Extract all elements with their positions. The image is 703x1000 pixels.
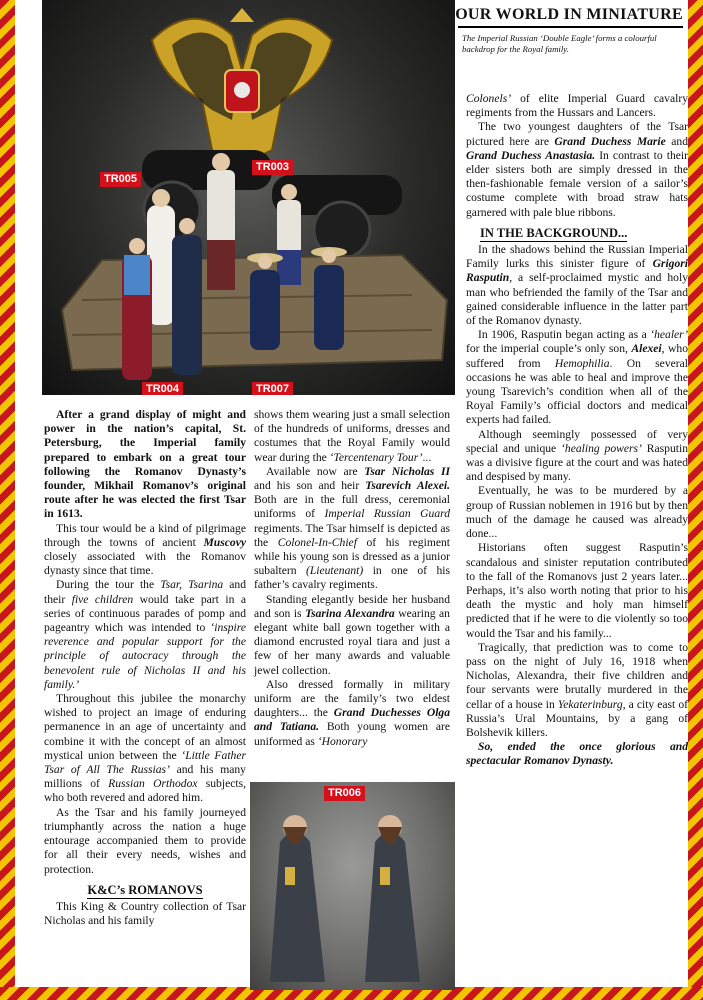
rasputin-figures-illustration	[250, 782, 455, 990]
paragraph: This tour would be a kind of pilgrimage through the towns of ancient Muscovy closely associated with the Romanov dynasty since that time.	[44, 521, 246, 578]
title-rule	[458, 26, 683, 28]
paragraph: This King & Country collection of Tsar Nicholas and his family	[44, 899, 246, 928]
article-column-3	[466, 92, 688, 769]
photo-caption: The Imperial Russian ‘Double Eagle’ forms a colourful backdrop for the Royal family.	[462, 33, 657, 54]
paragraph: Available now are Tsar Nicholas II and his son and heir Tsarevich Alexei. Both are in the full dress, ceremonial uniforms of Imperial Russian Guard regiments. The Tsar himself is depicted as the Colonel-In-Chief of his regiment while his young son is dressed as a junior subaltern (Lieutenant) in one of his father’s cavalry regiments.	[254, 464, 451, 592]
paragraph: Eventually, he was to be murdered by a group of Russian noblemen in 1916 but by then much of the damage he caused was already done...	[466, 484, 688, 541]
label-tr004: TR004	[142, 382, 183, 395]
paragraph: Also dressed formally in military uniform are the family’s two eldest daughters... the Grand Duchesses Olga and Tatiana. Both young women are uniformed as ‘Honorary	[254, 677, 451, 748]
paragraph: Standing elegantly beside her husband and son is Tsarina Alexandra wearing an elegant white ball gown together with a diamond encrusted royal tiara and just a few of her many awards and valuable jewel collection.	[254, 592, 450, 677]
article-column-2	[254, 408, 450, 749]
right-decorative-border	[688, 0, 703, 1000]
tatiana-figure	[172, 218, 202, 375]
intro-paragraph: After a grand display of might and power in the nation’s capital, St. Petersburg, the Imperial family prepared to embark on a great tour following the Romanov Dynasty’s founder, Mikhail Romanov’s original route after he was elected the first Tsar in 1613.	[44, 408, 246, 521]
paragraph: In the shadows behind the Russian Imperial Family lurks this sinister figure of Grigori Rasputin, a self-proclaimed mystic and holy man who befriended the family of the Tsar and gained considerable influence in the latter part of the Romanov dynasty.	[466, 243, 688, 328]
rasputin-figure-back	[365, 815, 420, 982]
page-title: OUR WORLD IN MINIATURE	[455, 6, 683, 23]
paragraph: Historians often suggest Rasputin’s scandalous and sinister reputation contributed to the fall of the Romanovs just 2 years later... Perhaps, it’s also worth noting that prior to his death the mystic and holy man himself predicted that if he were to die violently so too would the Tsar and his family...	[466, 541, 688, 640]
paragraph: Tragically, that prediction was to come to pass on the night of July 16, 1918 when Nicholas, Alexandra, their five children and four servants were brutally murdered in the cellar of a house in Yekaterinburg, a city east of Russia’s Ural Mountains, by a gang of Bolshevik killers.	[466, 640, 688, 739]
royal-family-figures-photo	[42, 0, 455, 395]
paragraph: Although seemingly possessed of very special and unique ‘healing powers’ Rasputin was a divisive figure at the court and was hated and despised by many.	[466, 427, 688, 484]
label-tr003: TR003	[252, 160, 293, 175]
left-decorative-border	[0, 0, 15, 1000]
paragraph: Colonels’ of elite Imperial Guard cavalry regiments from the Hussars and Lancers.	[466, 92, 688, 120]
section-heading-kc-romanovs: K&C’s ROMANOVS	[87, 882, 203, 897]
section-heading-in-the-background: IN THE BACKGROUND...	[480, 225, 628, 240]
label-tr007: TR007	[252, 382, 293, 395]
olga-figure	[122, 238, 152, 380]
closing-paragraph: So, ended the once glorious and spectacular Romanov Dynasty.	[466, 740, 688, 768]
paragraph: As the Tsar and his family journeyed triumphantly across the nation a huge entourage accompanied them to provide for all their every needs, wishes and protection.	[44, 805, 246, 876]
paragraph: shows them wearing just a small selection of the hundreds of uniforms, dresses and costumes that the Royal Family would wear during the ‘Tercentenary Tour’...	[254, 408, 450, 464]
paragraph: In 1906, Rasputin began acting as a ‘healer’ for the imperial couple’s only son, Alexei, who suffered from Hemophilia. On several occasions he was able to heal and improve the young Tsarevich’s condition when all of the Royal Family’s official doctors and medical experts had failed.	[466, 328, 688, 427]
rasputin-figure-front	[270, 815, 325, 982]
paragraph: During the tour the Tsar, Tsarina and their five children would take part in a series of continuous parades of pomp and pageantry which was intended to ‘inspire reverence and popular support for the principle of autocracy through the benevolent rule of Nicholas II and his family.’	[44, 578, 247, 691]
label-tr006: TR006	[324, 786, 365, 801]
tsar-figure	[207, 153, 235, 290]
royal-family-figures-illustration	[42, 0, 455, 395]
article-column-1	[44, 408, 246, 928]
rasputin-figures-photo	[250, 782, 455, 990]
paragraph: Throughout this jubilee the monarchy wished to project an image of enduring permanence in an age of uncertainty and combine it with the concept of an almost mystical union between the ‘Little Father Tsar of All The Russias’ and his many millions of Russian Orthodox subjects, who both revered and adored him.	[44, 692, 246, 805]
paragraph: The two youngest daughters of the Tsar pictured here are Grand Duchess Marie and Grand Duchess Anastasia. In contrast to their elder sisters both are simply dressed in the then-fashionable female version of a sailor’s costume complete with broad straw hats garnered with pale blue ribbons.	[466, 120, 689, 219]
double-eagle-emblem	[152, 8, 332, 165]
label-tr005: TR005	[100, 172, 141, 187]
